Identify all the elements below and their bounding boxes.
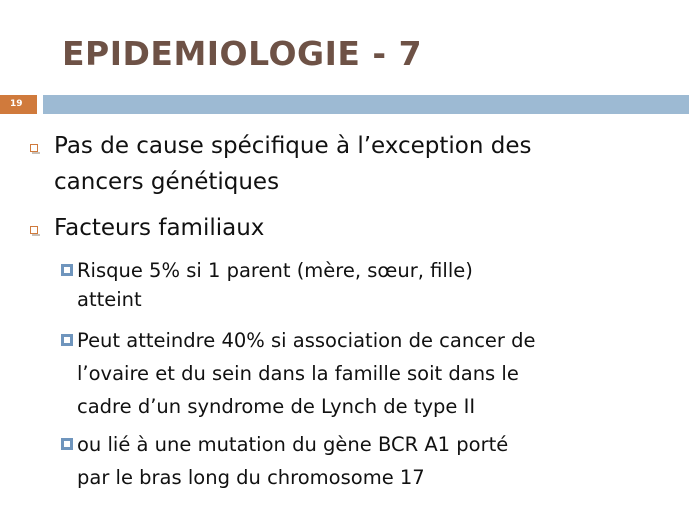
slide-title: EPIDEMIOLOGIE - 7 xyxy=(62,34,423,73)
sub-bullet-line: par le bras long du chromosome 17 xyxy=(77,466,425,489)
bullet-line: Facteurs familiaux xyxy=(54,215,265,241)
sub-bullet-line: atteint xyxy=(77,288,142,311)
square-bullet-icon xyxy=(61,264,73,276)
square-bullet-icon xyxy=(61,334,73,346)
slide-number: 19 xyxy=(0,95,37,114)
sub-bullet-line: Peut atteindre 40% si association de cancer de xyxy=(77,329,536,352)
sub-bullet-line: ou lié à une mutation du gène BCR A1 porté xyxy=(77,433,509,456)
header-accent-bar xyxy=(43,95,689,114)
bullet-line: cancers génétiques xyxy=(54,169,280,195)
bullet-line: Pas de cause spécifique à l’exception des xyxy=(54,133,532,159)
square-bullet-icon xyxy=(30,144,38,152)
sub-bullet-line: cadre d’un syndrome de Lynch de type II xyxy=(77,395,476,418)
sub-bullet-line: Risque 5% si 1 parent (mère, sœur, fille) xyxy=(77,259,473,282)
square-bullet-icon xyxy=(61,438,73,450)
sub-bullet-line: l’ovaire et du sein dans la famille soit dans le xyxy=(77,362,519,385)
square-bullet-icon xyxy=(30,226,38,234)
